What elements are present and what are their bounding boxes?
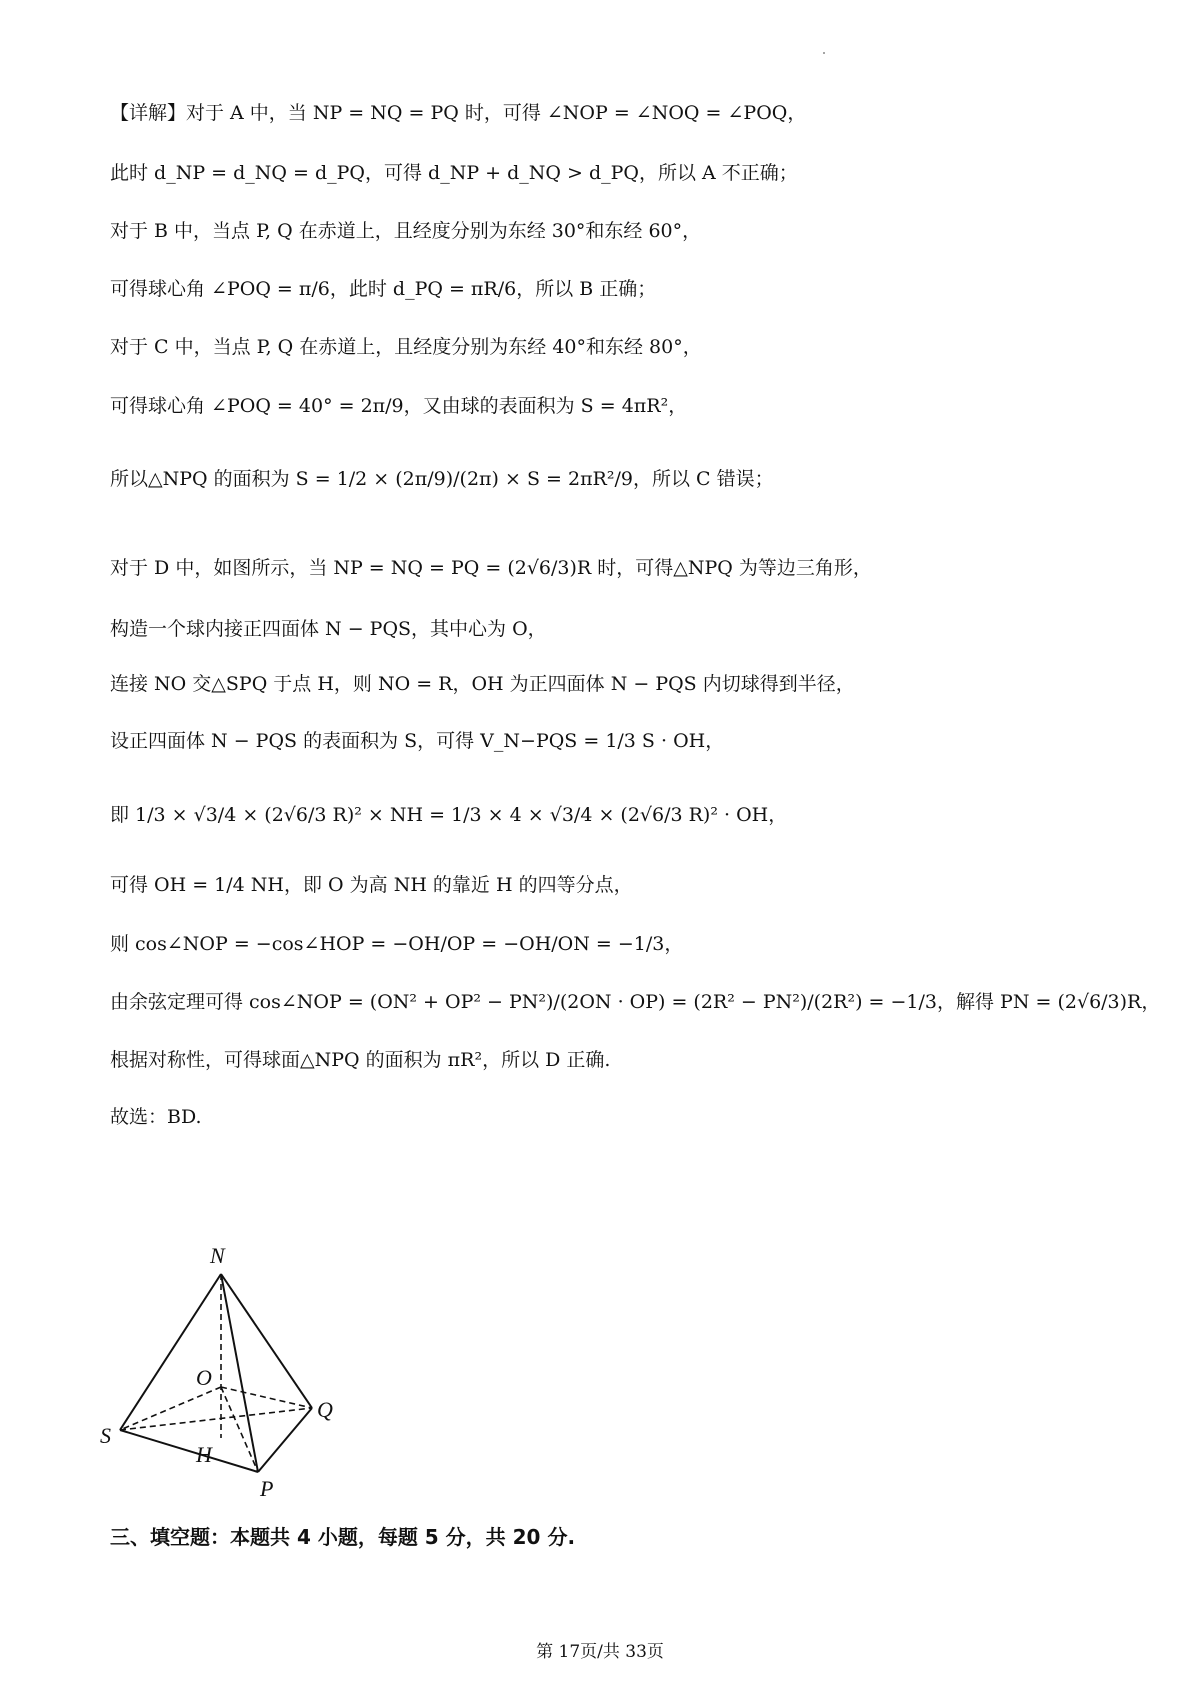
label-P: P xyxy=(260,1476,274,1501)
text-line-13: 可得 OH = 1/4 NH，即 O 为高 NH 的靠近 H 的四等分点， xyxy=(110,874,633,896)
text-line-9: 构造一个球内接正四面体 N − PQS，其中心为 O， xyxy=(110,618,547,640)
label-H: H xyxy=(196,1442,212,1467)
label-N: N xyxy=(210,1243,225,1268)
edge-NQ xyxy=(221,1274,312,1408)
text-line-6: 可得球心角 ∠POQ = 40° = 2π/9，又由球的表面积为 S = 4πR²， xyxy=(110,395,688,417)
segment-OP xyxy=(221,1387,258,1472)
text-line-10: 连接 NO 交△SPQ 于点 H，则 NO = R，OH 为正四面体 N − PQS 内切球得到半径， xyxy=(110,673,855,695)
text-line-14: 则 cos∠NOP = −cos∠HOP = −OH/OP = −OH/ON = −1/3， xyxy=(110,933,684,955)
text-line-5: 对于 C 中，当点 P, Q 在赤道上，且经度分别为东经 40°和东经 80°， xyxy=(110,336,702,358)
text-line-15: 由余弦定理可得 cos∠NOP = (ON² + OP² − PN²)/(2ON · OP) = (2R² − PN²)/(2R²) = −1/3，解得 PN = (2√6/3)R， xyxy=(110,991,1161,1013)
text-line-7: 所以△NPQ 的面积为 S = 1/2 × (2π/9)/(2π) × S = 2πR²/9，所以 C 错误； xyxy=(110,468,774,490)
text-line-16: 根据对称性，可得球面△NPQ 的面积为 πR²，所以 D 正确. xyxy=(110,1049,611,1071)
text-line-11: 设正四面体 N − PQS 的表面积为 S，可得 V_N−PQS = 1/3 S · OH， xyxy=(110,730,725,752)
edge-NS xyxy=(120,1274,221,1430)
edge-QP xyxy=(258,1408,312,1472)
edge-SP xyxy=(120,1430,258,1472)
segment-OQ xyxy=(221,1387,312,1408)
stray-dot xyxy=(823,52,825,54)
tetrahedron-figure xyxy=(100,1238,400,1503)
text-line-1: 【详解】对于 A 中，当 NP = NQ = PQ 时，可得 ∠NOP = ∠NOQ = ∠POQ， xyxy=(110,102,807,124)
label-O: O xyxy=(196,1365,212,1390)
section-heading: 三、填空题：本题共 4 小题，每题 5 分，共 20 分. xyxy=(110,1525,576,1549)
edge-SQ xyxy=(120,1408,312,1430)
text-line-4: 可得球心角 ∠POQ = π/6，此时 d_PQ = πR/6，所以 B 正确； xyxy=(110,278,657,300)
text-line-17: 故选：BD. xyxy=(110,1106,202,1128)
label-S: S xyxy=(100,1423,111,1448)
edge-NP xyxy=(221,1274,258,1472)
page-footer: 第 17页/共 33页 xyxy=(536,1642,664,1662)
text-line-8: 对于 D 中，如图所示，当 NP = NQ = PQ = (2√6/3)R 时，可得△NPQ 为等边三角形， xyxy=(110,557,872,579)
text-line-3: 对于 B 中，当点 P, Q 在赤道上，且经度分别为东经 30°和东经 60°， xyxy=(110,220,702,242)
text-line-12: 即 1/3 × √3/4 × (2√6/3 R)² × NH = 1/3 × 4 × √3/4 × (2√6/3 R)² · OH， xyxy=(110,804,788,826)
text-line-2: 此时 d_NP = d_NQ = d_PQ，可得 d_NP + d_NQ > d_PQ，所以 A 不正确； xyxy=(110,162,798,184)
label-Q: Q xyxy=(317,1397,333,1422)
